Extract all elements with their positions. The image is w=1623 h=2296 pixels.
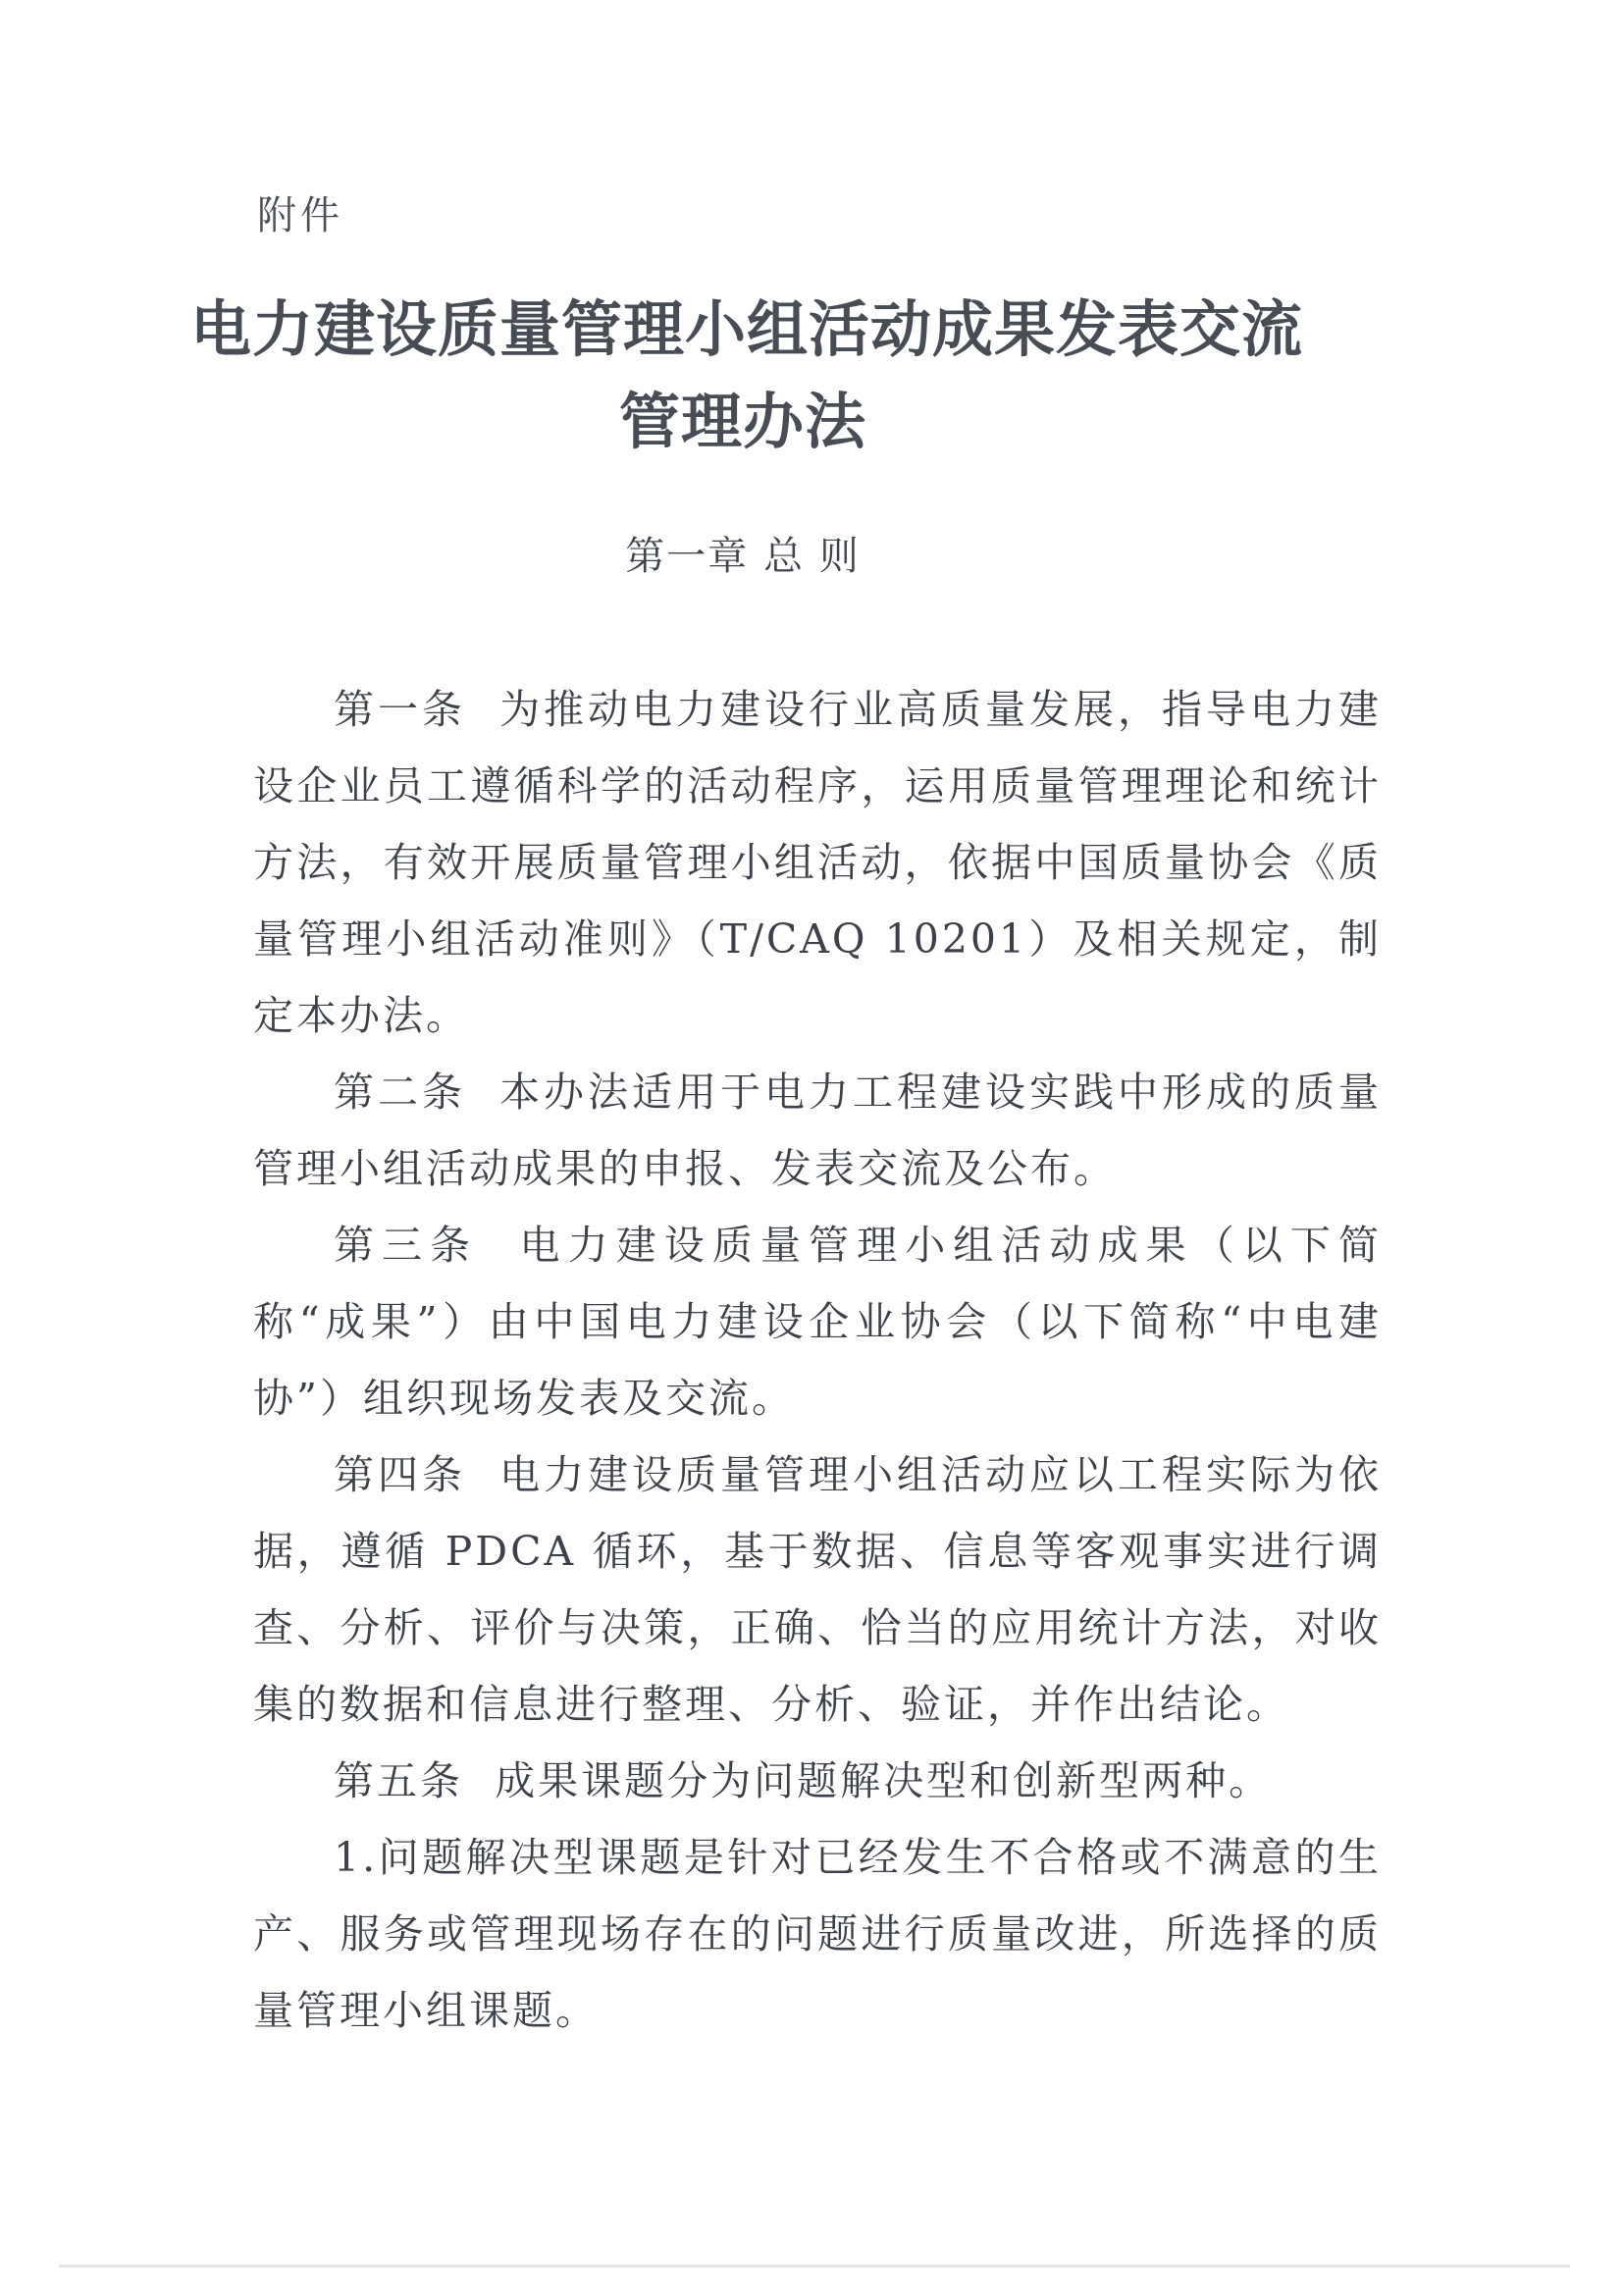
article-3 [253,1207,1382,1436]
article-4 [253,1436,1382,1743]
article-text: 成果课题分为问题解决型和创新型两种。 [495,1757,1273,1804]
article-2 [253,1054,1382,1207]
document-title-line-2: 管理办法 [618,386,866,457]
article-text: 本办法适用于电力工程建设实践中形成的质量管理小组活动成果的申报、发表交流及公布。 [253,1069,1382,1192]
article-text: 电力建设质量管理小组活动成果（以下简称“成果”）由中国电力建设企业协会（以下简称“中电建协”）组织现场发表及交流。 [253,1222,1382,1422]
chapter-heading: 第一章 总 则 [625,534,861,579]
article-number: 第三条 [334,1222,479,1269]
document-body [253,671,1382,2049]
item-text: 1.问题解决型课题是针对已经发生不合格或不满意的生产、服务或管理现场存在的问题进行质量改进，所选择的质量管理小组课题。 [253,1834,1382,2034]
article-number: 第四条 [334,1451,466,1498]
document-title-line-1: 电力建设质量管理小组活动成果发表交流 [189,293,1303,365]
article-number: 第二条 [334,1069,466,1116]
page-bottom-edge [59,2265,1570,2268]
article-text: 为推动电力建设行业高质量发展，指导电力建设企业员工遵循科学的活动程序，运用质量管理理论和统计方法，有效开展质量管理小组活动，依据中国质量协会《质量管理小组活动准则》（T/CAQ 10201）及相关规定，制定本办法。 [253,686,1382,1039]
article-5 [253,1743,1382,1819]
article-5-item-1 [253,1819,1382,2049]
article-number: 第五条 [334,1757,463,1804]
attachment-label: 附件 [257,193,343,238]
article-number: 第一条 [334,686,466,733]
article-1 [253,671,1382,1054]
article-text: 电力建设质量管理小组活动应以工程实际为依据，遵循 PDCA 循环，基于数据、信息等客观事实进行调查、分析、评价与决策，正确、恰当的应用统计方法，对收集的数据和信息进行整理、分析、验证，并作出结论。 [253,1451,1382,1728]
